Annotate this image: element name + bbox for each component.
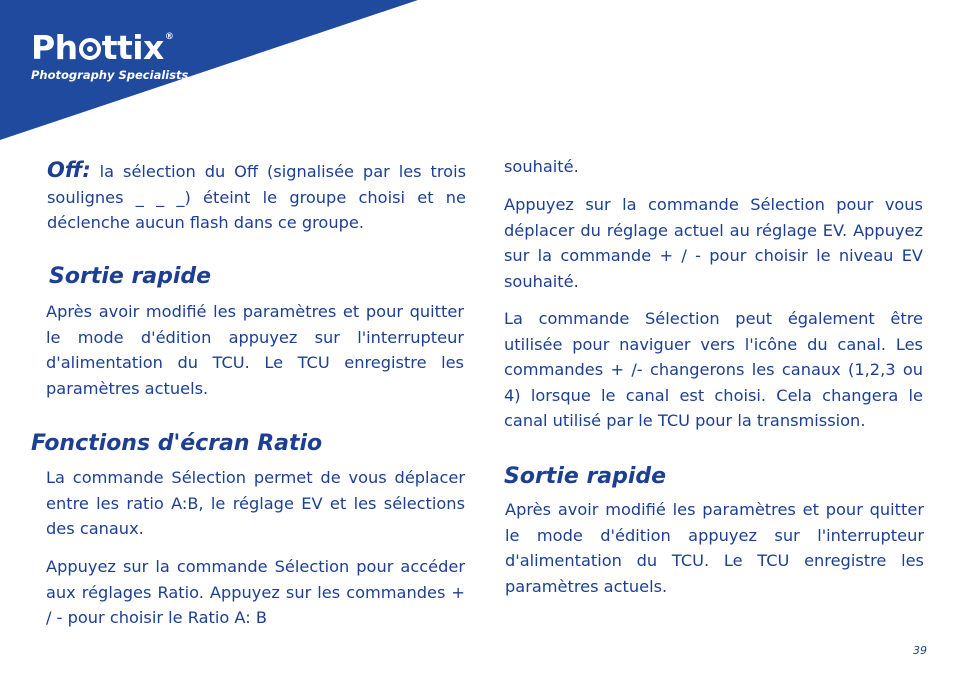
- continued-text: souhaité.: [504, 157, 579, 176]
- canal-paragraph: La commande Sélection peut également être utilisée pour naviguer vers l'icône du canal. Les commandes + /- changerons les canaux (1,2,3 ou 4) lorsque le canal est choisi. Cela changera le canal utilisé par le TCU pour la transmission.: [504, 309, 923, 430]
- logo-wordmark: Ph ttix®: [31, 28, 174, 67]
- off-text: la sélection du Off (signalisée par les trois soulignes _ _ _) éteint le groupe choisi et ne déclenche aucun flash dans ce groupe.: [47, 162, 467, 232]
- page-number: 39: [913, 644, 927, 657]
- registered-mark: ®: [164, 32, 174, 42]
- ev-paragraph: Appuyez sur la commande Sélection pour vous déplacer du réglage actuel au réglage EV. Appuyez sur la commande + / - pour choisir le niveau EV souhaité.: [504, 195, 923, 291]
- phottix-logo: [31, 18, 188, 82]
- off-heading: Off:: [47, 158, 91, 182]
- fonctions-ratio-text1: La commande Sélection permet de vous déplacer entre les ratio A:B, le réglage EV et les sélections des canaux.: [46, 468, 465, 538]
- logo-tagline: Photography Specialists: [31, 68, 189, 82]
- sortie-rapide-text-right: Après avoir modifié les paramètres et pour quitter le mode d'édition appuyez sur l'interrupteur d'alimentation du TCU. Le TCU enregistre les paramètres actuels.: [505, 500, 924, 596]
- off-paragraph: [47, 158, 466, 236]
- sortie-rapide-heading-left: Sortie rapide: [49, 264, 212, 289]
- sortie-rapide-text-left: Après avoir modifié les paramètres et pour quitter le mode d'édition appuyez sur l'interrupteur d'alimentation du TCU. Le TCU enregistre les paramètres actuels.: [46, 302, 464, 398]
- fonctions-ratio-text2: Appuyez sur la commande Sélection pour accéder aux réglages Ratio. Appuyez sur les commandes + / - pour choisir le Ratio A: B: [46, 557, 465, 627]
- shutter-icon: [79, 38, 101, 60]
- fonctions-ratio-heading: Fonctions d'écran Ratio: [31, 431, 323, 456]
- sortie-rapide-heading-right: Sortie rapide: [504, 464, 667, 489]
